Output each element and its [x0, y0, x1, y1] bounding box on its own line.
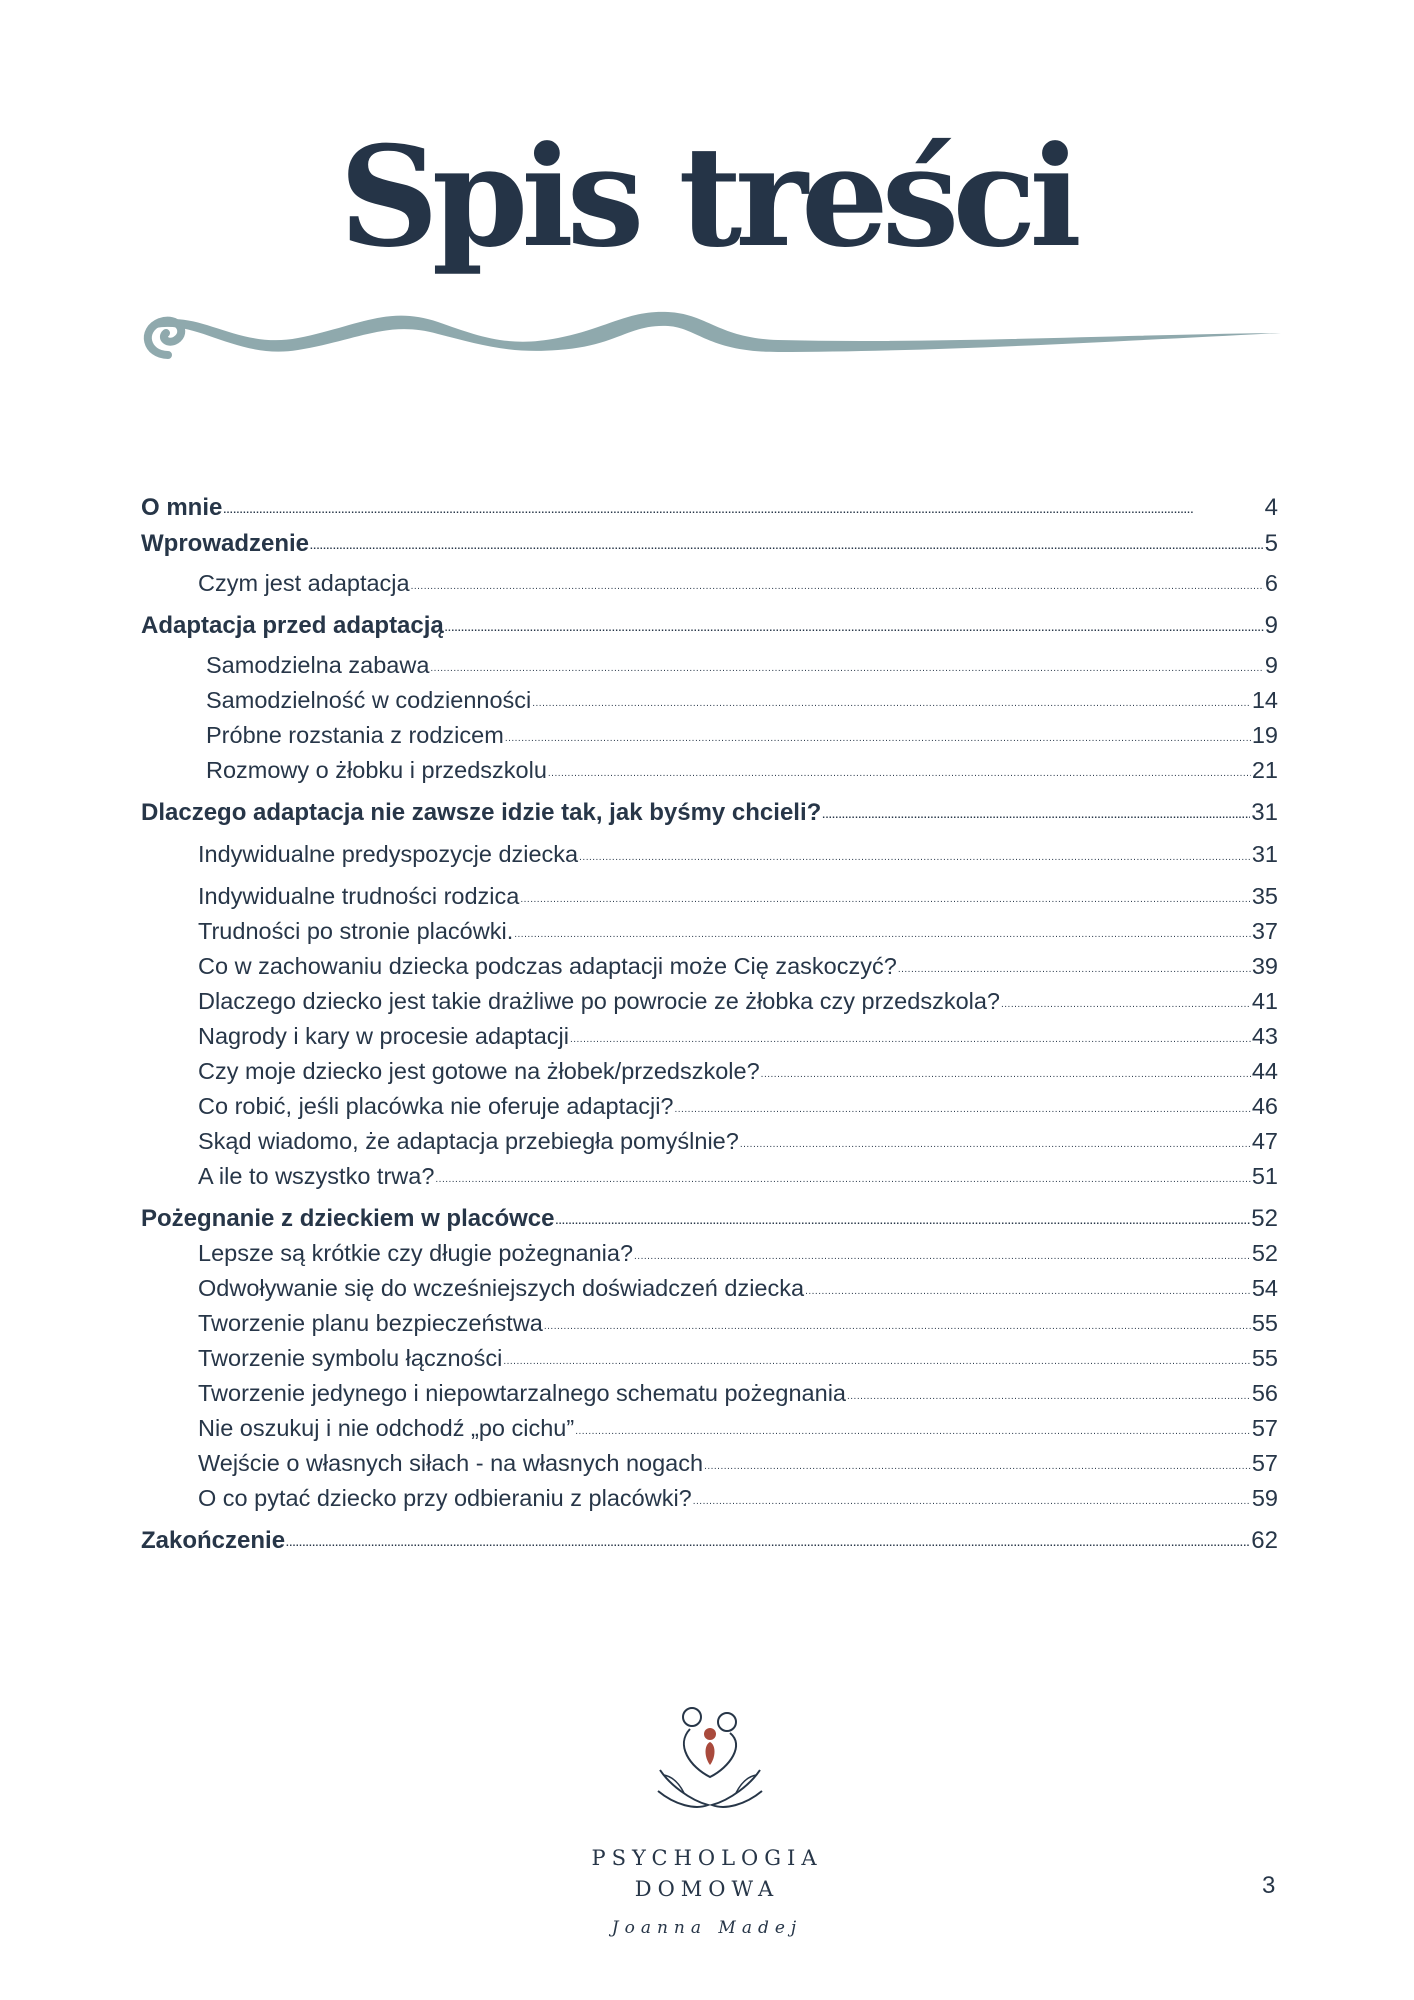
toc-entry-page: 6: [1264, 570, 1278, 596]
toc-entry-title: Próbne rozstania z rodzicem: [206, 722, 504, 748]
toc-dot-leader: [761, 1069, 1251, 1080]
toc-section-entry: [141, 1275, 1278, 1302]
toc-dot-leader: [435, 1174, 1250, 1185]
brand-name-line1: PSYCHOLOGIA: [591, 1846, 823, 1870]
toc-entry-title: A ile to wszystko trwa?: [198, 1163, 435, 1189]
brand-name-line2: DOMOWA: [634, 1877, 780, 1901]
toc-dot-leader: [570, 1034, 1251, 1045]
toc-entry-title: Nie oszukuj i nie odchodź „po cichu”: [198, 1415, 575, 1441]
toc-entry-page: 52: [1251, 1240, 1278, 1266]
toc-entry-page: 5: [1264, 530, 1278, 557]
toc-dot-leader: [575, 1426, 1251, 1437]
toc-entry-title: Tworzenie planu bezpieczeństwa: [198, 1310, 543, 1336]
toc-entry-page: 55: [1251, 1345, 1278, 1371]
toc-section-entry: [141, 1240, 1278, 1267]
toc-entry-title: Tworzenie symbolu łączności: [198, 1345, 503, 1371]
toc-dot-leader: [740, 1139, 1251, 1150]
toc-entry-page: 44: [1251, 1058, 1278, 1084]
toc-dot-leader: [675, 1104, 1251, 1115]
toc-entry-title: Samodzielna zabawa: [206, 652, 430, 678]
decorative-swoosh: [138, 300, 1288, 370]
toc-entry-title: Tworzenie jedynego i niepowtarzalnego schematu pożegnania: [198, 1380, 846, 1406]
toc-entry-title: Co robić, jeśli placówka nie oferuje adaptacji?: [198, 1093, 674, 1119]
page-number: 3: [1262, 1872, 1276, 1899]
toc-entry-title: Indywidualne predyspozycje dziecka: [198, 841, 579, 867]
toc-dot-leader: [805, 1286, 1251, 1297]
toc-section-entry: [141, 687, 1278, 714]
toc-entry-title: O mnie: [141, 494, 223, 521]
toc-entry-title: Zakończenie: [141, 1527, 286, 1554]
toc-section-entry: [141, 883, 1278, 910]
toc-chapter-entry: [141, 494, 1278, 522]
toc-entry-page: 31: [1251, 841, 1278, 867]
toc-section-entry: [141, 1450, 1278, 1477]
toc-entry-title: Odwoływanie się do wcześniejszych doświadczeń dziecka: [198, 1275, 805, 1301]
toc-entry-page: 37: [1251, 918, 1278, 944]
toc-section-entry: [141, 757, 1278, 784]
toc-entry-page: 55: [1251, 1310, 1278, 1336]
toc-section-entry: [141, 1058, 1278, 1085]
toc-dot-leader: [847, 1391, 1251, 1402]
toc-dot-leader: [532, 698, 1251, 709]
toc-section-entry: [141, 918, 1278, 945]
toc-dot-leader: [505, 733, 1251, 744]
toc-entry-title: Czy moje dziecko jest gotowe na żłobek/przedszkole?: [198, 1058, 760, 1084]
toc-section-entry: [141, 1093, 1278, 1120]
toc-entry-page: 59: [1251, 1485, 1278, 1511]
toc-section-entry: [141, 570, 1278, 597]
toc-dot-leader: [898, 964, 1251, 975]
toc-entry-page: 47: [1251, 1128, 1278, 1154]
toc-entry-title: Wprowadzenie: [141, 530, 310, 557]
toc-chapter-entry: [141, 1205, 1278, 1233]
toc-dot-leader: [520, 894, 1251, 905]
toc-section-entry: [141, 1485, 1278, 1512]
swoosh-wave: [156, 312, 1281, 352]
toc-section-entry: [141, 1128, 1278, 1155]
logo-icon: [650, 1705, 765, 1830]
toc-entry-page: 57: [1251, 1450, 1278, 1476]
toc-entry-page: 31: [1251, 799, 1278, 826]
toc-entry-title: Samodzielność w codzienności: [206, 687, 532, 713]
toc-chapter-entry: [141, 530, 1278, 558]
toc-entry-title: Skąd wiadomo, że adaptacja przebiegła pomyślnie?: [198, 1128, 739, 1154]
toc-section-entry: [141, 1023, 1278, 1050]
toc-dot-leader: [1001, 999, 1251, 1010]
toc-dot-leader: [548, 768, 1251, 779]
toc-entry-page: 43: [1251, 1023, 1278, 1049]
toc-section-entry: [141, 1310, 1278, 1337]
toc-dot-leader: [693, 1496, 1251, 1507]
toc-entry-title: Dlaczego dziecko jest takie drażliwe po powrocie ze żłobka czy przedszkola?: [198, 988, 1000, 1014]
toc-entry-title: Nagrody i kary w procesie adaptacji: [198, 1023, 569, 1049]
toc-section-entry: [141, 1345, 1278, 1372]
toc-dot-leader: [514, 929, 1251, 940]
toc-entry-page: 21: [1251, 757, 1278, 783]
toc-entry-page: 39: [1251, 953, 1278, 979]
toc-entry-title: Wejście o własnych siłach - na własnych nogach: [198, 1450, 704, 1476]
toc-section-entry: [141, 1415, 1278, 1442]
page-title: Spis treści: [339, 115, 1075, 278]
toc-entry-page: 19: [1251, 722, 1278, 748]
toc-chapter-entry: [141, 612, 1278, 640]
toc-entry-page: 9: [1264, 612, 1278, 639]
toc-dot-leader: [822, 810, 1250, 821]
toc-entry-title: Trudności po stronie placówki.: [198, 918, 514, 944]
toc-dot-leader: [430, 663, 1264, 674]
toc-entry-page: 51: [1251, 1163, 1278, 1189]
toc-entry-page: 14: [1251, 687, 1278, 713]
toc-chapter-entry: [141, 799, 1278, 827]
toc-dot-leader: [503, 1356, 1251, 1367]
toc-entry-title: Co w zachowaniu dziecka podczas adaptacji może Cię zaskoczyć?: [198, 953, 897, 979]
toc-entry-page: 54: [1251, 1275, 1278, 1301]
toc-entry-title: Czym jest adaptacja: [198, 570, 410, 596]
author-signature: Joanna Madej: [611, 1918, 803, 1938]
toc-entry-title: O co pytać dziecko przy odbieraniu z placówki?: [198, 1485, 692, 1511]
toc-section-entry: [141, 722, 1278, 749]
toc-entry-page: 4: [1264, 494, 1278, 521]
toc-entry-title: Dlaczego adaptacja nie zawsze idzie tak, jak byśmy chcieli?: [141, 799, 822, 826]
toc-chapter-entry: [141, 1527, 1278, 1555]
toc-entry-page: 56: [1251, 1380, 1278, 1406]
toc-section-entry: [141, 1380, 1278, 1407]
toc-entry-page: 41: [1251, 988, 1278, 1014]
toc-dot-leader: [555, 1216, 1250, 1227]
toc-entry-page: 57: [1251, 1415, 1278, 1441]
toc-dot-leader: [634, 1251, 1251, 1262]
toc-dot-leader: [411, 581, 1264, 592]
toc-dot-leader: [310, 541, 1264, 552]
toc-dot-leader: [223, 505, 1263, 516]
toc-dot-leader: [579, 852, 1251, 863]
toc-entry-title: Rozmowy o żłobku i przedszkolu: [206, 757, 547, 783]
toc-dot-leader: [704, 1461, 1251, 1472]
toc-entry-title: Adaptacja przed adaptacją: [141, 612, 444, 639]
toc-section-entry: [141, 953, 1278, 980]
toc-section-entry: [141, 1163, 1278, 1190]
toc-entry-page: 52: [1251, 1205, 1278, 1232]
toc-section-entry: [141, 988, 1278, 1015]
toc-entry-page: 62: [1251, 1527, 1278, 1554]
toc-entry-title: Indywidualne trudności rodzica: [198, 883, 520, 909]
toc-section-entry: [141, 652, 1278, 679]
toc-section-entry: [141, 841, 1278, 868]
toc-entry-page: 35: [1251, 883, 1278, 909]
toc-entry-title: Pożegnanie z dzieckiem w placówce: [141, 1205, 555, 1232]
toc-dot-leader: [286, 1538, 1250, 1549]
toc-entry-page: 9: [1264, 652, 1278, 678]
toc-dot-leader: [544, 1321, 1251, 1332]
toc-entry-title: Lepsze są krótkie czy długie pożegnania?: [198, 1240, 634, 1266]
toc-entry-page: 46: [1251, 1093, 1278, 1119]
toc-dot-leader: [445, 623, 1264, 634]
